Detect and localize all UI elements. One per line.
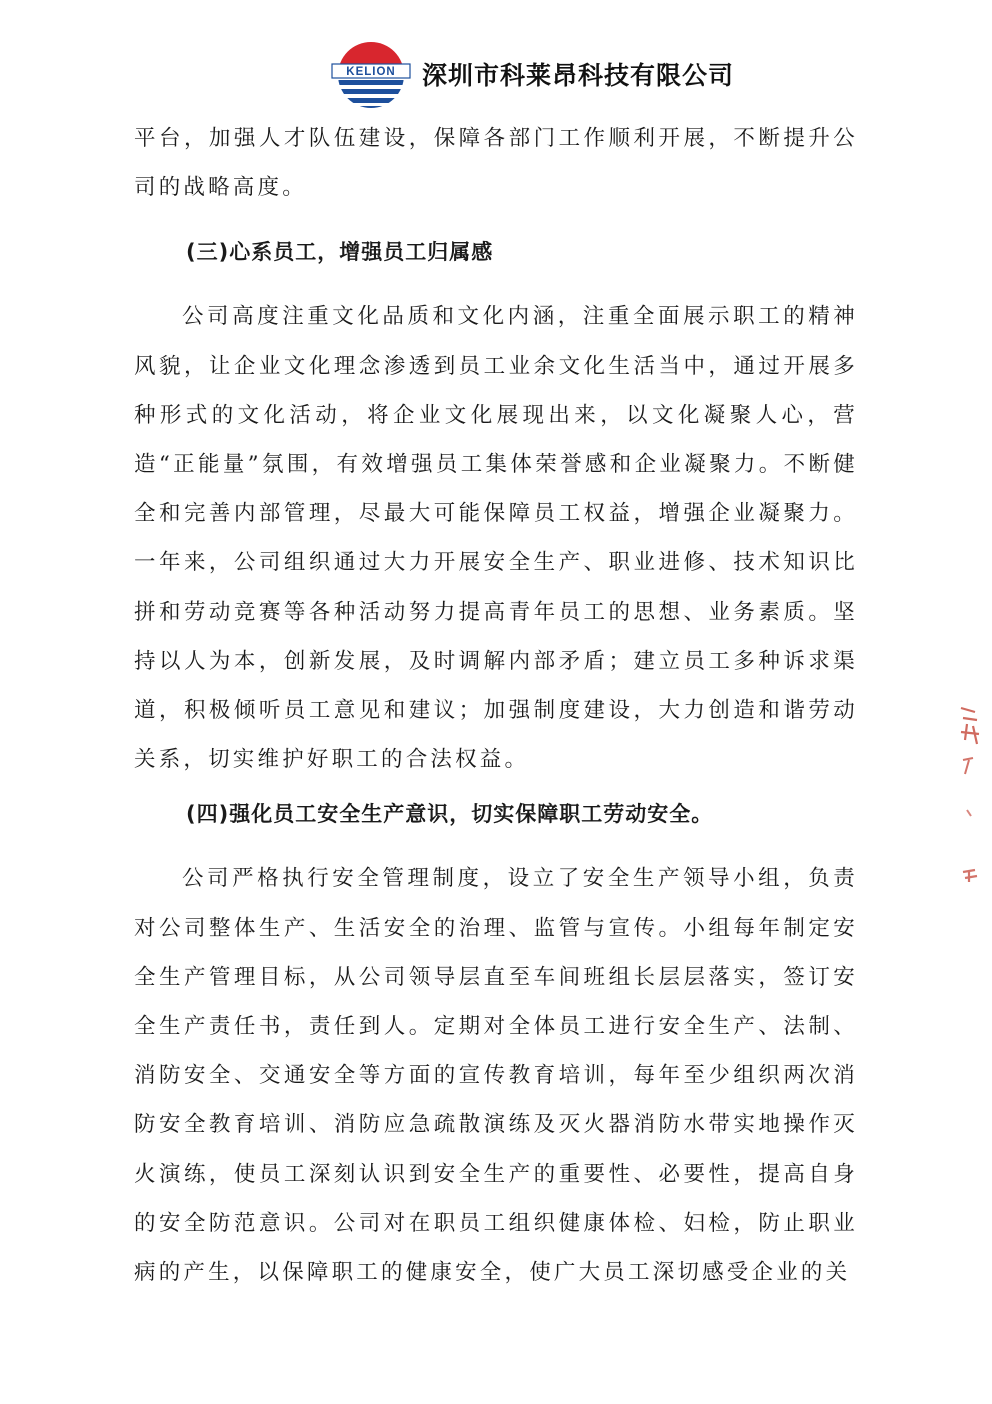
- paragraph-section-4: 公司严格执行安全管理制度，设立了安全生产领导小组，负责对公司整体生产、生活安全的治理、监管与宣传。小组每年制定安全生产管理目标，从公司领导层直至车间班组长层层落实，签订安全生产责任书，责任到人。定期对全体员工进行安全生产、法制、消防安全、交通安全等方面的宣传教育培训，每年至少组织两次消防安全教育培训、消防应急疏散演练及灭火器消防水带实地操作灭火演练，使员工深刻认识到安全生产的重要性、必要性，提高自身的安全防范意识。公司对在职员工组织健康体检、妇检，防止职业病的产生，以保障职工的健康安全，使广大员工深切感受企业的关: [134, 866, 858, 1286]
- company-name: 深圳市科莱昂科技有限公司: [422, 61, 735, 90]
- document-body: [134, 114, 858, 1297]
- paragraph-continued: 平台，加强人才队伍建设，保障各部门工作顺利开展，不断提升公司的战略高度。: [134, 126, 858, 201]
- seal-edge-marks: [955, 700, 985, 900]
- logo-text: KELION: [346, 66, 396, 78]
- letterhead: [330, 38, 750, 110]
- kelion-logo: [330, 38, 412, 110]
- section-heading-4: (四)强化员工安全生产意识，切实保障职工劳动安全。: [186, 802, 714, 827]
- paragraph-section-3: 公司高度注重文化品质和文化内涵，注重全面展示职工的精神风貌，让企业文化理念渗透到员工业余文化生活当中，通过开展多种形式的文化活动，将企业文化展现出来，以文化凝聚人心，营造“正能量”氛围，有效增强员工集体荣誉感和企业凝聚力。不断健全和完善内部管理，尽最大可能保障员工权益，增强企业凝聚力。一年来，公司组织通过大力开展安全生产、职业进修、技术知识比拼和劳动竞赛等各种活动努力提高青年员工的思想、业务素质。坚持以人为本，创新发展，及时调解内部矛盾；建立员工多种诉求渠道，积极倾听员工意见和建议；加强制度建设，大力创造和谐劳动关系，切实维护好职工的合法权益。: [134, 304, 858, 773]
- section-heading-3: (三)心系员工，增强员工归属感: [186, 240, 494, 265]
